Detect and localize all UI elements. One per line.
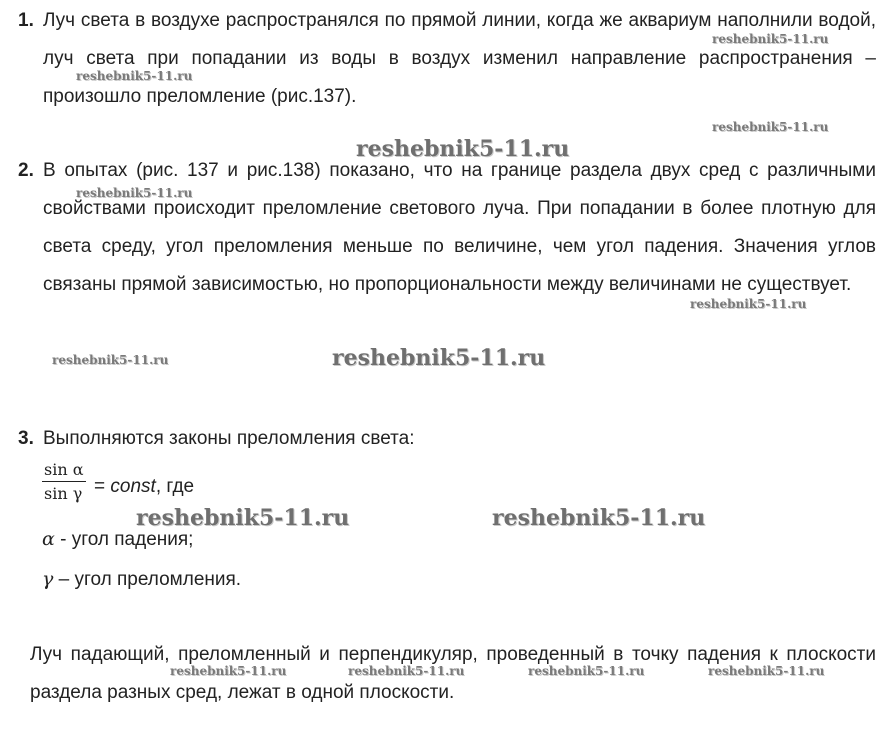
sine-ratio-fraction <box>42 460 86 503</box>
definition-gamma <box>42 568 241 591</box>
watermark: reshebnik5-11.ru <box>712 32 829 46</box>
watermark: reshebnik5-11.ru <box>528 664 645 678</box>
paragraph-2-text: В опытах (рис. 137 и рис.138) показано, что на границе раздела двух сред с различными свойствами происходит преломление светового луча. При попадании в более плотную для света среду, угол преломления меньше по величине, чем угол падения. Значения углов связаны прямой зависимостью, но пропорциональности между величинами не существует. <box>43 160 876 295</box>
watermark: reshebnik5-11.ru <box>492 505 706 531</box>
watermark: reshebnik5-11.ru <box>76 186 193 200</box>
watermark: reshebnik5-11.ru <box>356 136 570 162</box>
formula-equation <box>94 476 194 498</box>
item-number-1: 1. <box>18 10 34 31</box>
fraction-denominator: sin γ <box>44 484 83 503</box>
watermark: reshebnik5-11.ru <box>690 297 807 311</box>
watermark: reshebnik5-11.ru <box>136 505 350 531</box>
final-paragraph: Луч падающий, преломленный и перпендикуляр, проведенный в точку падения к плоскости раздела разных сред, лежат в одной плоскости. <box>30 644 876 703</box>
watermark: reshebnik5-11.ru <box>170 664 287 678</box>
paragraph-1 <box>18 2 876 116</box>
watermark: reshebnik5-11.ru <box>348 664 465 678</box>
fraction-numerator: sin α <box>42 460 86 482</box>
alpha-definition-text: - угол падения; <box>54 529 194 550</box>
alpha-symbol: α <box>42 528 55 550</box>
definition-alpha <box>42 528 193 551</box>
paragraph-1-text: Луч света в воздухе распространялся по прямой линии, когда же аквариум наполнили водой, луч света при попадании из воды в воздух изменил направление распространения – произошло преломление (рис.137). <box>43 10 876 107</box>
paragraph-2 <box>18 152 876 304</box>
gamma-definition-text: – угол преломления. <box>53 569 242 590</box>
paragraph-3 <box>18 420 876 458</box>
gamma-symbol: γ <box>42 568 54 590</box>
const-term: const <box>110 476 156 497</box>
formula-tail: , где <box>155 476 195 497</box>
watermark: reshebnik5-11.ru <box>52 353 169 367</box>
watermark: reshebnik5-11.ru <box>76 69 193 83</box>
watermark: reshebnik5-11.ru <box>712 120 829 134</box>
item-number-3: 3. <box>18 428 34 449</box>
watermark: reshebnik5-11.ru <box>332 345 546 371</box>
equals-sign: = <box>94 476 106 497</box>
paragraph-3-text: Выполняются законы преломления света: <box>43 428 415 449</box>
item-number-2: 2. <box>18 160 34 181</box>
watermark: reshebnik5-11.ru <box>708 664 825 678</box>
